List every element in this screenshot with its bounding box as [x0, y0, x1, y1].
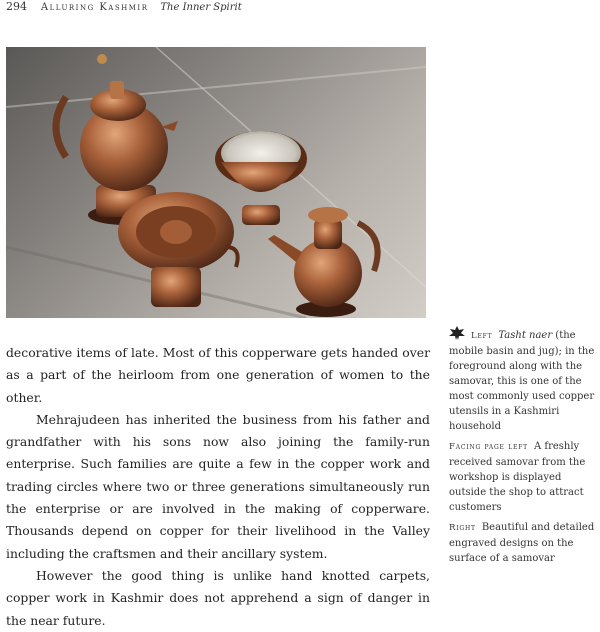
copperware-illustration [6, 47, 426, 318]
book-title: Alluring Kashmir [40, 2, 149, 13]
caption-right [449, 520, 599, 566]
running-head [6, 0, 242, 14]
basin-shape [118, 192, 238, 307]
copperware-photo [6, 47, 426, 318]
jug-shape [268, 207, 378, 317]
caption-left-tag: Left [471, 331, 493, 341]
body-paragraph-1: decorative items of late. Most of this copperware gets handed over as a part of the heirloom from one generation of women to the other. [6, 345, 430, 405]
body-paragraph-2: Mehrajudeen has inherited the business from his father and grandfather with his sons now also joining the family-run enterprise. Such families are quite a few in the copper work and trading circles where two or three generations simultaneously run the enterprise or are involved in the making of copperware. Thousands depend on copper for their livelihood in the Valley including the craftsmen and their ancillary system. [6, 411, 430, 561]
page-number: 294 [6, 0, 27, 13]
caption-left [449, 326, 599, 434]
silver-bowl-shape [215, 131, 307, 225]
caption-right-tag: Right [449, 523, 476, 533]
caption-facing-tag: Facing page left [449, 442, 528, 452]
caption-left-title: Tasht naer [498, 330, 553, 341]
captions [449, 326, 599, 571]
chinar-leaf-icon [449, 326, 465, 340]
caption-facing-page-left [449, 439, 599, 515]
chapter-title: The Inner Spirit [160, 2, 242, 13]
body-paragraph-3: However the good thing is unlike hand knotted carpets, copper work in Kashmir does not apprehend a sign of danger in the near future. [6, 567, 430, 628]
caption-facing-text: A freshly received samovar from the workshop is displayed outside the shop to attract customers [449, 441, 586, 513]
caption-left-text: (the mobile basin and jug); in the foreground along with the samovar, this is one of the most commonly used copper utensils in a Kashmiri household [449, 330, 595, 432]
body-text [6, 342, 430, 632]
caption-right-text: Beautiful and detailed engraved designs on the surface of a samovar [449, 522, 595, 564]
